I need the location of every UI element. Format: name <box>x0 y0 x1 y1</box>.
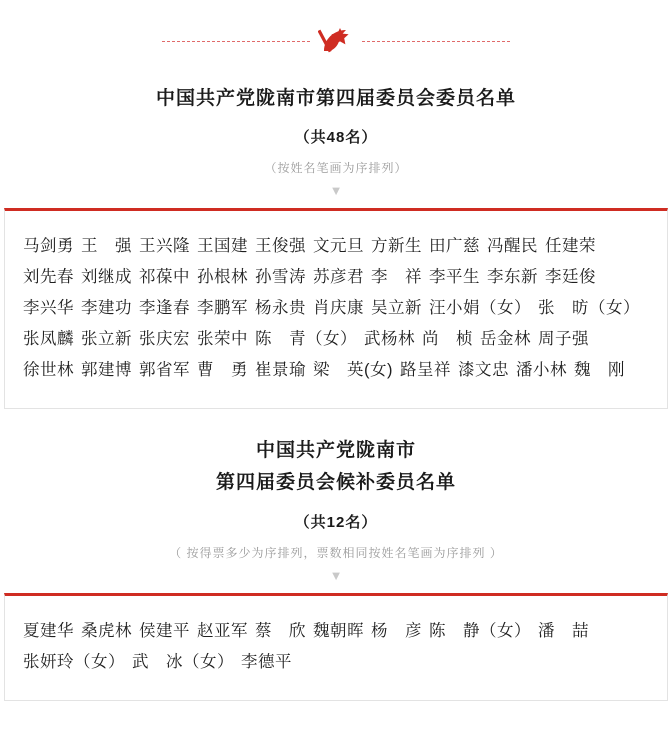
person-name: 李建功 <box>81 299 132 317</box>
person-name: 张 昉（女） <box>538 299 640 317</box>
person-name: 陈 青（女） <box>255 330 357 348</box>
person-name: 李平生 <box>429 268 480 286</box>
page-title-secondary-line1: 中国共产党陇南市 <box>255 440 416 461</box>
person-name: 张庆宏 <box>139 330 190 348</box>
person-name: 杨 彦 <box>371 622 422 640</box>
page-title-secondary-line2: 第四届委员会候补委员名单 <box>215 472 456 493</box>
person-name: 王俊强 <box>255 237 306 255</box>
section-spacer <box>0 409 672 435</box>
person-name: 李 祥 <box>371 268 422 286</box>
person-name: 曹 勇 <box>197 361 248 379</box>
person-name: 魏 刚 <box>574 361 625 379</box>
committee-members-list <box>23 231 649 386</box>
person-name: 潘 喆 <box>538 622 589 640</box>
person-name: 张妍玲（女） <box>23 653 125 671</box>
person-name: 潘小林 <box>516 361 567 379</box>
section-one-header <box>0 84 672 198</box>
person-name: 李兴华 <box>23 299 74 317</box>
alternate-member-count: （共12名） <box>294 514 378 531</box>
person-name: 武 冰（女） <box>132 653 234 671</box>
person-name: 李逢春 <box>139 299 190 317</box>
person-name: 孙根林 <box>197 268 248 286</box>
person-name: 肖庆康 <box>313 299 364 317</box>
person-name: 郭建博 <box>81 361 132 379</box>
divider-line-right <box>362 41 510 42</box>
person-name: 文元旦 <box>313 237 364 255</box>
emblem-divider <box>0 0 672 72</box>
chevron-down-icon-secondary: ▼ <box>329 568 343 583</box>
person-name: 岳金林 <box>480 330 531 348</box>
hammer-sickle-emblem-icon <box>316 24 356 58</box>
person-name: 武杨林 <box>364 330 415 348</box>
person-name: 冯醒民 <box>487 237 538 255</box>
person-name: 李东新 <box>487 268 538 286</box>
person-name: 桑虎林 <box>81 622 132 640</box>
person-name: 张荣中 <box>197 330 248 348</box>
committee-members-panel <box>4 208 668 409</box>
person-name: 蔡 欣 <box>255 622 306 640</box>
person-name: 方新生 <box>371 237 422 255</box>
person-name: 尚 桢 <box>422 330 473 348</box>
person-name: 任建荣 <box>545 237 596 255</box>
person-name: 刘先春 <box>23 268 74 286</box>
person-name: 李廷俊 <box>545 268 596 286</box>
person-name: 路呈祥 <box>400 361 451 379</box>
member-count: （共48名） <box>294 129 378 146</box>
person-name: 张凤麟 <box>23 330 74 348</box>
person-name: 张立新 <box>81 330 132 348</box>
chevron-down-icon: ▼ <box>329 183 343 198</box>
person-name: 王兴隆 <box>139 237 190 255</box>
person-name: 漆文忠 <box>458 361 509 379</box>
ordering-note: （按姓名笔画为序排列） <box>264 161 408 175</box>
person-name: 徐世林 <box>23 361 74 379</box>
person-name: 周子强 <box>538 330 589 348</box>
person-name: 李鹏军 <box>197 299 248 317</box>
person-name: 陈 静（女） <box>429 622 531 640</box>
person-name: 李德平 <box>241 653 292 671</box>
page-title: 中国共产党陇南市第四届委员会委员名单 <box>155 88 516 109</box>
person-name: 王 强 <box>81 237 132 255</box>
person-name: 马剑勇 <box>23 237 74 255</box>
person-name: 崔景瑜 <box>255 361 306 379</box>
person-name: 汪小娟（女） <box>429 299 531 317</box>
person-name: 魏朝晖 <box>313 622 364 640</box>
person-name: 田广慈 <box>429 237 480 255</box>
section-two-header <box>0 435 672 583</box>
person-name: 夏建华 <box>23 622 74 640</box>
person-name: 祁葆中 <box>139 268 190 286</box>
divider-line-left <box>162 41 310 42</box>
person-name: 孙雪涛 <box>255 268 306 286</box>
person-name: 刘继成 <box>81 268 132 286</box>
person-name: 王国建 <box>197 237 248 255</box>
person-name: 吴立新 <box>371 299 422 317</box>
person-name: 杨永贵 <box>255 299 306 317</box>
person-name: 苏彦君 <box>313 268 364 286</box>
alternate-members-list <box>23 616 649 678</box>
alternate-members-panel <box>4 593 668 701</box>
person-name: 赵亚军 <box>197 622 248 640</box>
person-name: 梁 英(女) <box>313 361 393 379</box>
alternate-ordering-note: （ 按得票多少为序排列，票数相同按姓名笔画为序排列 ） <box>169 546 503 560</box>
person-name: 侯建平 <box>139 622 190 640</box>
person-name: 郭省军 <box>139 361 190 379</box>
